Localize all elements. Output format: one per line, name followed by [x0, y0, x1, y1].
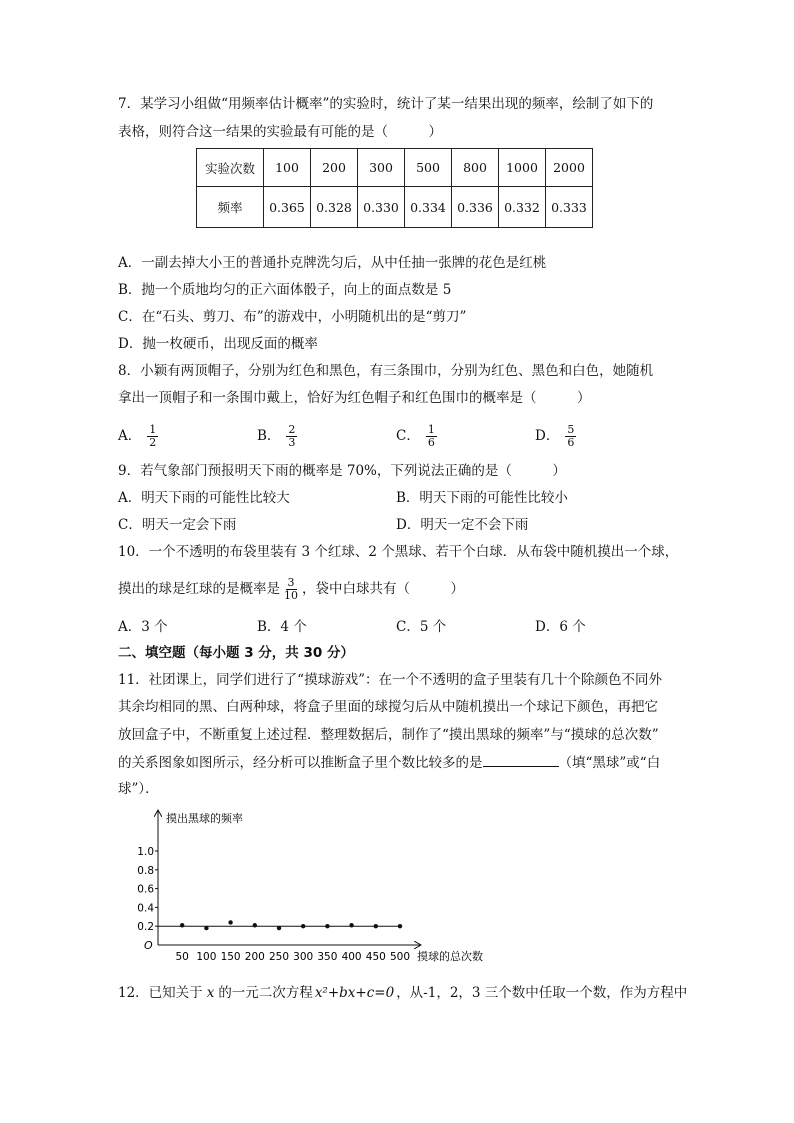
data-point — [180, 923, 184, 927]
data-point — [253, 923, 257, 927]
fraction-denominator: 6 — [427, 436, 435, 449]
frequency-scatter-chart — [118, 805, 538, 970]
q7-line1: 7．某学习小组做“用频率估计概率”的实验时，统计了某一结果出现的频率，绘制了如下的 — [118, 96, 654, 112]
table-cell: 实验次数 — [197, 149, 264, 187]
table-cell: 200 — [311, 149, 358, 187]
q7-option-c: C．在“石头、剪刀、布”的游戏中，小明随机出的是“剪刀” — [118, 309, 467, 325]
fraction — [286, 424, 297, 449]
fraction-numerator: 1 — [149, 423, 157, 436]
q10-option-c: C．5 个 — [396, 619, 447, 635]
data-point — [398, 924, 402, 928]
y-tick-label: 0.8 — [137, 864, 154, 877]
table-cell: 0.365 — [264, 187, 311, 228]
y-tick-label: 0.6 — [137, 883, 154, 896]
q7-option-a: A．一副去掉大小王的普通扑克牌洗匀后，从中任抽一张牌的花色是红桃 — [118, 255, 547, 271]
table-cell: 0.332 — [499, 187, 546, 228]
table-row — [197, 187, 593, 228]
x-tick-label: 250 — [268, 951, 290, 963]
fraction — [147, 424, 158, 449]
q12-line1-end: ，从-1，2，3 三个数中任取一个数，作为方程中 — [396, 985, 688, 1001]
x-tick-label: 200 — [244, 951, 265, 963]
table-cell: 100 — [264, 149, 311, 187]
q10-option-d: D．6 个 — [535, 619, 586, 635]
q11-line4-start: 的关系图象如图所示，经分析可以推断盒子里个数比较多的是 — [118, 755, 483, 771]
q10-line2 — [118, 577, 464, 602]
fraction-numerator: 2 — [288, 423, 296, 436]
x-tick-label: 50 — [175, 951, 189, 963]
option-label: D． — [535, 428, 560, 444]
fraction — [282, 577, 300, 602]
x-tick-label: 450 — [365, 951, 386, 963]
table-cell: 1000 — [499, 149, 546, 187]
q10-option-a: A．3 个 — [118, 619, 168, 635]
fraction-numerator: 5 — [567, 423, 575, 436]
x-tick-label: 150 — [220, 951, 241, 963]
q9-option-c: C．明天一定会下雨 — [118, 517, 237, 533]
q7-line2: 表格，则符合这一结果的实验最有可能的是（ ） — [118, 124, 442, 140]
q11-line4 — [118, 752, 660, 773]
fraction-numerator: 3 — [287, 576, 295, 589]
data-point — [349, 923, 353, 927]
q11-line5: 球”）． — [118, 781, 159, 797]
q8-option-d — [535, 424, 576, 449]
table-cell: 0.328 — [311, 187, 358, 228]
x-tick-label: 400 — [341, 951, 362, 963]
y-axis-label: 摸出黑球的频率 — [166, 812, 243, 825]
frequency-table — [196, 148, 593, 228]
fraction-denominator: 6 — [567, 436, 575, 449]
data-point — [277, 926, 281, 930]
q8-option-b — [257, 424, 297, 449]
q9-option-d: D．明天一定不会下雨 — [396, 517, 529, 533]
option-label: A． — [118, 428, 142, 444]
q11-line2: 其余均相同的黑、白两种球，将盒子里面的球搅匀后从中随机摸出一个球记下颜色，再把它 — [118, 699, 658, 715]
fraction — [565, 424, 576, 449]
q8-line2: 拿出一顶帽子和一条围巾戴上，恰好为红色帽子和红色围巾的概率是（ ） — [118, 390, 591, 406]
data-point — [325, 924, 329, 928]
fraction-denominator: 2 — [149, 436, 157, 449]
q8-option-a — [118, 424, 158, 449]
y-tick-label: 1.0 — [137, 846, 154, 858]
origin-label: O — [144, 939, 153, 952]
q12-line1-mid: 的一元二次方程 — [218, 985, 313, 1001]
data-point — [301, 924, 305, 928]
x-tick-label: 350 — [317, 951, 338, 963]
q11-line4-end: （填“黑球”或“白 — [558, 755, 661, 771]
table-row — [197, 149, 593, 187]
table-cell: 300 — [358, 149, 405, 187]
fraction-numerator: 1 — [427, 423, 435, 436]
q11-line1: 11．社团课上，同学们进行了“摸球游戏”：在一个不透明的盒子里装有几十个除颜色不同外 — [118, 672, 662, 688]
section-heading: 二、填空题（每小题 3 分，共 30 分） — [118, 645, 354, 661]
x-tick-label: 100 — [196, 951, 217, 963]
option-label: B． — [257, 428, 281, 444]
data-point — [228, 920, 232, 924]
x-axis-label: 摸球的总次数 — [417, 950, 483, 963]
equation: x²+bx+c=0 — [314, 985, 395, 1001]
option-label: C． — [396, 428, 420, 444]
q10-line2-end: ，袋中白球共有（ ） — [302, 581, 464, 597]
data-point — [204, 926, 208, 930]
q9-line1: 9．若气象部门预报明天下雨的概率是 70%，下列说法正确的是（ ） — [118, 463, 566, 479]
q7-option-b: B．抛一个质地均匀的正六面体骰子，向上的面点数是 5 — [118, 282, 452, 298]
fraction — [426, 424, 437, 449]
q10-option-b: B．4 个 — [257, 619, 307, 635]
q7-option-d: D．抛一枚硬币，出现反面的概率 — [118, 336, 318, 352]
table-cell: 0.336 — [452, 187, 499, 228]
q10-line1: 10．一个不透明的布袋里装有 3 个红球、2 个黑球、若干个白球．从布袋中随机摸出一个球， — [118, 544, 679, 560]
table-cell: 频率 — [197, 187, 264, 228]
q11-line3: 放回盒子中，不断重复上述过程．整理数据后，制作了“摸出黑球的频率”与“摸球的总次数” — [118, 727, 659, 743]
q8-option-c — [396, 424, 437, 449]
table-cell: 0.334 — [405, 187, 452, 228]
variable-x: x — [206, 985, 215, 1001]
y-tick-label: 0.4 — [137, 902, 154, 915]
table-cell: 500 — [405, 149, 452, 187]
x-tick-label: 500 — [389, 951, 411, 963]
fraction-denominator: 10 — [284, 589, 298, 602]
q12-line1 — [118, 983, 687, 1003]
table-cell: 0.333 — [546, 187, 593, 228]
q9-option-b: B．明天下雨的可能性比较小 — [396, 490, 568, 506]
q12-line1-start: 12．已知关于 — [118, 985, 203, 1001]
data-point — [374, 924, 378, 928]
table-cell: 0.330 — [358, 187, 405, 228]
x-tick-label: 300 — [293, 951, 314, 963]
table-cell: 800 — [452, 149, 499, 187]
fraction-denominator: 3 — [288, 436, 296, 449]
answer-blank[interactable] — [483, 752, 559, 767]
q10-line2-start: 摸出的球是红球的是概率是 — [118, 581, 280, 597]
table-cell: 2000 — [546, 149, 593, 187]
y-tick-label: 0.2 — [137, 921, 154, 934]
q8-line1: 8．小颖有两顶帽子，分别为红色和黑色，有三条围巾，分别为红色、黑色和白色，她随机 — [118, 363, 654, 379]
q9-option-a: A．明天下雨的可能性比较大 — [118, 490, 290, 506]
